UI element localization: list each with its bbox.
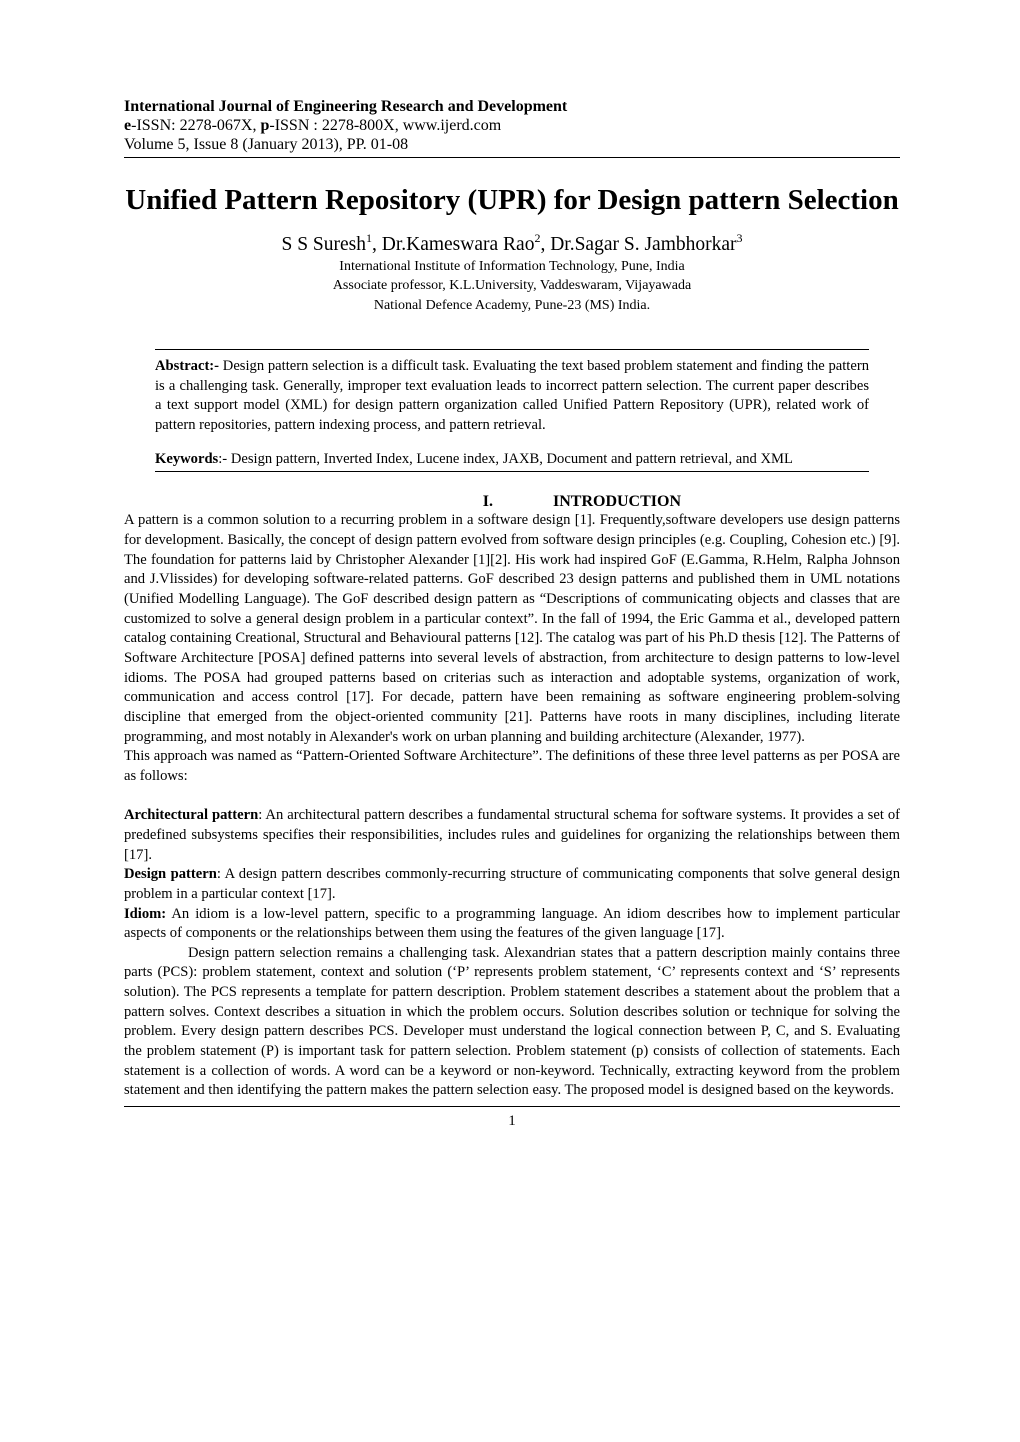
author-3: Dr.Sagar S. Jambhorkar <box>550 234 737 255</box>
journal-header <box>124 97 900 154</box>
affiliation-3: National Defence Academy, Pune-23 (MS) India. <box>373 297 651 313</box>
section-number: I. <box>482 493 493 511</box>
abstract <box>155 350 869 436</box>
intro-paragraph-1: A pattern is a common solution to a recurring problem in a software design [1]. Frequently,software developers use design patterns for development. Basically, the concept of design pattern evolved from software design principles (e.g. Coupling, Cohesion etc.) [9]. The foundation for patterns laid by Christopher Alexander [1][2]. His work had inspired GoF (E.Gamma, R.Helm, Ralpha Johnson and J.Vlissides) for developing software-related patterns. GoF described 23 design patterns and published them in UML notations (Unified Modelling Language). The GoF described design pattern as “Descriptions of communicating objects and classes that are customized to solve a general design problem in a particular context”. In the fall of 1994, the Eric Gamma et al., developed pattern catalog containing Creational, Structural and Behavioural patterns [12]. The catalog was part of his Ph.D thesis [12]. The Patterns of Software Architecture [POSA] defined patterns into several levels of abstraction, from architecture to design patterns to low-level idioms. The POSA had grouped patterns based on criterias such as interaction and adoptable systems, organization of work, communication and access control [17]. For decade, pattern have been remaining as software engineering problem-solving discipline that emerged from the object-oriented community [21]. Patterns have roots in many disciplines, including literate programming, and most notably in Alexander's work on urban planning and building architecture (Alexander, 1977). <box>124 512 900 745</box>
intro-paragraph-3: Design pattern selection remains a challenging task. Alexandrian states that a pattern description mainly contains three parts (PCS): problem statement, context and solution (‘P’ represents problem statement, ‘C’ represents context and ‘S’ represents solution). The PCS represents a template for pattern description. Problem statement describes a statement about the problem that a pattern solves. Context describes a situation in which the problem occurs. Solution describes solution or technique for solving the problem. Every design pattern describes PCS. Developer must understand the logical connection between P, C, and S. Evaluating the problem statement (P) is important task for pattern selection. Problem statement (p) consists of collection of statements. Each statement is a collection of words. A word can be a keyword or non-keyword. Technically, extracting keyword from the problem statement and then identifying the pattern makes the pattern selection easy. The proposed model is designed based on the keywords. <box>124 944 900 1099</box>
paper-page <box>124 97 900 1130</box>
keywords-text: :- Design pattern, Inverted Index, Lucene index, JAXB, Document and pattern retrieval, and XML <box>218 450 793 467</box>
intro-paragraph-2: This approach was named as “Pattern-Oriented Software Architecture”. The definitions of these three level patterns as per POSA are as follows: <box>124 748 900 784</box>
journal-name: International Journal of Engineering Research and Development <box>124 98 568 115</box>
journal-issn: e-ISSN: 2278-067X, p-ISSN : 2278-800X, www.ijerd.com <box>124 117 502 134</box>
footer-rule <box>124 1106 900 1107</box>
affiliation-1: International Institute of Information Technology, Pune, India <box>339 259 685 274</box>
section-heading <box>124 492 900 511</box>
design-pattern-def: Design pattern: A design pattern describes commonly-recurring structure of communicating components that solve general design problem in a particular context [17]. <box>124 866 900 902</box>
paragraph-gap <box>124 787 900 807</box>
section-title: INTRODUCTION <box>552 493 681 511</box>
author-2: Dr.Kameswara Rao <box>381 234 535 255</box>
abstract-bottom-rule <box>155 471 869 472</box>
affiliation-2: Associate professor, K.L.University, Vaddeswaram, Vijayawada <box>332 278 692 294</box>
page-number: 1 <box>508 1113 516 1130</box>
abstract-box <box>155 349 869 473</box>
idiom-def: Idiom: An idiom is a low-level pattern, specific to a programming language. An idiom describes how to implement particular aspects of components or the relationships between them using the features of the given language [17]. <box>124 905 900 942</box>
journal-volume: Volume 5, Issue 8 (January 2013), PP. 01-08 <box>124 136 409 153</box>
author-list: S S Suresh$^1$, Dr.Kameswara Rao$^2$, Dr.Sagar S. Jambhorkar$^3$ <box>281 231 743 255</box>
abstract-text: Design pattern selection is a difficult task. Evaluating the text based problem statement and finding the pattern is a challenging task. Generally, improper text evaluation leads to incorrect pattern selection. The current paper describes a text support model (XML) for design pattern organization called Unified Pattern Repository (UPR), related work of pattern repositories, pattern indexing process, and pattern retrieval. <box>155 357 869 433</box>
abstract-label: Abstract:- <box>155 357 220 374</box>
keywords <box>155 450 869 472</box>
architectural-pattern-def: Architectural pattern: An architectural pattern describes a fundamental structural schema for software systems. It provides a set of predefined subsystems specifies their responsibilities, includes rules and guidelines for organizing the relationships between them [17]. <box>124 807 900 863</box>
header-rule <box>124 157 900 158</box>
paper-title: Unified Pattern Repository (UPR) for Design pattern Selection <box>125 184 899 216</box>
keywords-label: Keywords <box>155 450 219 467</box>
author-1: S S Suresh <box>281 234 366 255</box>
